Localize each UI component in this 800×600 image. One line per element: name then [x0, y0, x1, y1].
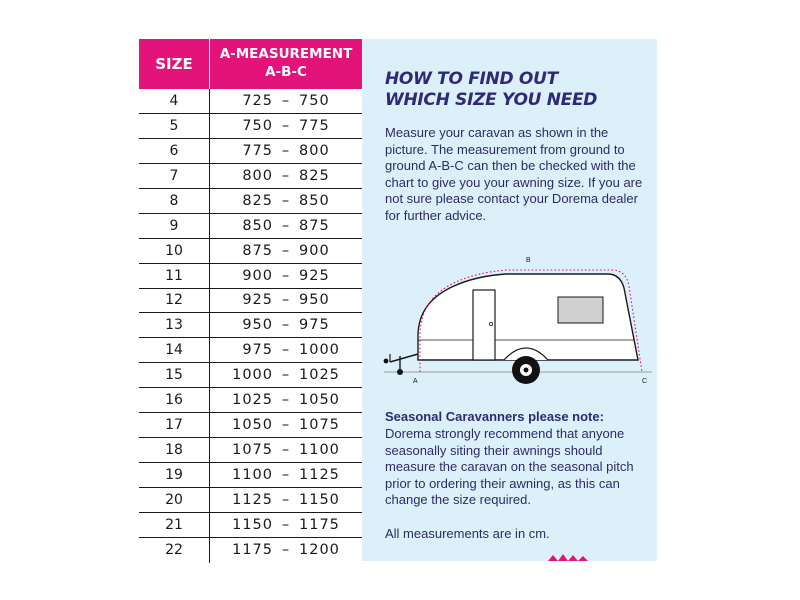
measurement-dash: –	[281, 392, 291, 409]
measurement-cell	[210, 313, 362, 337]
caravan-body	[418, 274, 638, 360]
measurement-dash: –	[281, 542, 291, 559]
table-row	[139, 89, 362, 114]
measurement-cell	[210, 139, 362, 163]
table-row	[139, 338, 362, 363]
label-a: A	[413, 378, 418, 385]
measurement-low: 1125	[232, 491, 273, 508]
size-cell: 16	[165, 392, 183, 409]
info-panel	[362, 39, 657, 561]
measurement-low: 850	[242, 217, 273, 234]
header-size: SIZE	[155, 55, 193, 73]
size-cell: 22	[165, 542, 183, 559]
size-cell: 19	[165, 467, 183, 484]
measurement-dash: –	[281, 167, 291, 184]
measurement-high: 1175	[299, 516, 340, 533]
measurement-cell	[210, 438, 362, 462]
measurement-cell	[210, 488, 362, 512]
size-cell: 14	[165, 342, 183, 359]
table-row	[139, 189, 362, 214]
measurement-dash: –	[281, 417, 291, 434]
size-cell: 10	[165, 242, 183, 259]
measurement-low: 1025	[232, 392, 273, 409]
table-row	[139, 488, 362, 513]
measurement-high: 1150	[299, 491, 340, 508]
tow-ball-icon	[384, 359, 389, 364]
measurement-high: 1050	[299, 392, 340, 409]
measurement-high: 825	[299, 167, 330, 184]
measurement-units-note: All measurements are in cm.	[385, 526, 550, 541]
measurement-dash: –	[281, 142, 291, 159]
measurement-low: 875	[242, 242, 273, 259]
measurement-high: 875	[299, 217, 330, 234]
size-table	[139, 39, 362, 561]
size-cell: 17	[165, 417, 183, 434]
label-b: B	[526, 257, 531, 264]
measurement-cell	[210, 388, 362, 412]
measurement-high: 975	[299, 317, 330, 334]
table-row	[139, 239, 362, 264]
measurement-cell	[210, 214, 362, 238]
measurement-cell	[210, 89, 362, 113]
measurement-cell	[210, 289, 362, 313]
measurement-dash: –	[281, 442, 291, 459]
table-row	[139, 388, 362, 413]
measurement-dash: –	[281, 242, 291, 259]
measurement-low: 825	[242, 192, 273, 209]
measurement-dash: –	[281, 467, 291, 484]
measurement-cell	[210, 538, 362, 563]
measurement-high: 850	[299, 192, 330, 209]
table-body	[139, 89, 362, 563]
measurement-cell	[210, 513, 362, 537]
measurement-high: 800	[299, 142, 330, 159]
caravan-window	[558, 297, 603, 323]
measurement-low: 800	[242, 167, 273, 184]
table-row	[139, 363, 362, 388]
size-cell: 18	[165, 442, 183, 459]
measurement-cell	[210, 413, 362, 437]
measurement-high: 775	[299, 117, 330, 134]
measurement-high: 1200	[299, 542, 340, 559]
measurement-low: 1175	[232, 542, 273, 559]
jockey-wheel-icon	[397, 369, 403, 375]
size-cell: 13	[165, 317, 183, 334]
table-row	[139, 214, 362, 239]
measurement-dash: –	[281, 491, 291, 508]
measurement-high: 900	[299, 242, 330, 259]
size-cell: 21	[165, 516, 183, 533]
measurement-dash: –	[281, 516, 291, 533]
size-cell: 12	[165, 292, 183, 309]
measurement-cell	[210, 239, 362, 263]
measurement-dash: –	[281, 367, 291, 384]
measurement-cell	[210, 463, 362, 487]
caravan-diagram	[376, 244, 652, 404]
info-heading	[385, 69, 645, 111]
measurement-high: 950	[299, 292, 330, 309]
table-row	[139, 538, 362, 563]
measurement-high: 1025	[299, 367, 340, 384]
decorative-pink-mark	[548, 553, 588, 561]
measurement-cell	[210, 189, 362, 213]
measurement-low: 925	[242, 292, 273, 309]
measurement-low: 1000	[232, 367, 273, 384]
table-row	[139, 289, 362, 314]
seasonal-note-body: Dorema strongly recommend that anyone seasonally siting their awnings should measure the caravan on the seasonal pitch prior to ordering their awning, as this can change the size required.	[385, 426, 634, 508]
measurement-dash: –	[281, 267, 291, 284]
measurement-dash: –	[281, 317, 291, 334]
measurement-low: 950	[242, 317, 273, 334]
table-header	[139, 39, 362, 89]
measurement-cell	[210, 114, 362, 138]
measurement-cell	[210, 164, 362, 188]
measurement-low: 750	[242, 117, 273, 134]
measurement-cell	[210, 264, 362, 288]
size-cell: 20	[165, 491, 183, 508]
table-row	[139, 264, 362, 289]
measurement-dash: –	[281, 117, 291, 134]
table-row	[139, 139, 362, 164]
measurement-low: 1150	[232, 516, 273, 533]
measurement-high: 1125	[299, 467, 340, 484]
drawbar	[390, 354, 418, 362]
measurement-low: 725	[242, 92, 273, 109]
measurement-dash: –	[281, 192, 291, 209]
measurement-low: 1050	[232, 417, 273, 434]
table-row	[139, 313, 362, 338]
header-measurement	[210, 45, 362, 81]
label-c: C	[642, 378, 648, 385]
table-row	[139, 438, 362, 463]
info-heading-line1: HOW TO FIND OUT	[385, 69, 558, 89]
header-measurement-line1: A-MEASUREMENT	[219, 46, 353, 62]
size-cell: 5	[169, 117, 179, 134]
measurement-low: 975	[242, 342, 273, 359]
measurement-high: 1075	[299, 417, 340, 434]
measurement-dash: –	[281, 217, 291, 234]
measurement-high: 750	[299, 92, 330, 109]
size-cell: 9	[169, 217, 179, 234]
size-cell: 11	[165, 267, 183, 284]
measurement-low: 775	[242, 142, 273, 159]
header-measurement-line2: A-B-C	[265, 64, 307, 80]
measurement-dash: –	[281, 92, 291, 109]
info-body-text: Measure your caravan as shown in the picture. The measurement from ground to ground A-B-C can then be checked with the chart to give you your awning size. If you are not sure please contact your Dorema dealer for further advice.	[385, 125, 643, 223]
measurement-cell	[210, 338, 362, 362]
measurement-low: 1100	[232, 467, 273, 484]
size-cell: 8	[169, 192, 179, 209]
measurement-high: 1100	[299, 442, 340, 459]
table-row	[139, 114, 362, 139]
info-heading-line2: WHICH SIZE YOU NEED	[385, 90, 598, 110]
seasonal-note-title: Seasonal Caravanners please note:	[385, 409, 604, 424]
measurement-high: 925	[299, 267, 330, 284]
measurement-low: 1075	[232, 442, 273, 459]
table-row	[139, 413, 362, 438]
table-row	[139, 164, 362, 189]
size-cell: 6	[169, 142, 179, 159]
size-cell: 7	[169, 167, 179, 184]
measurement-dash: –	[281, 342, 291, 359]
size-cell: 15	[165, 367, 183, 384]
measurement-high: 1000	[299, 342, 340, 359]
table-row	[139, 513, 362, 538]
measurement-cell	[210, 363, 362, 387]
table-row	[139, 463, 362, 488]
size-cell: 4	[169, 92, 179, 109]
measurement-dash: –	[281, 292, 291, 309]
measurement-low: 900	[242, 267, 273, 284]
